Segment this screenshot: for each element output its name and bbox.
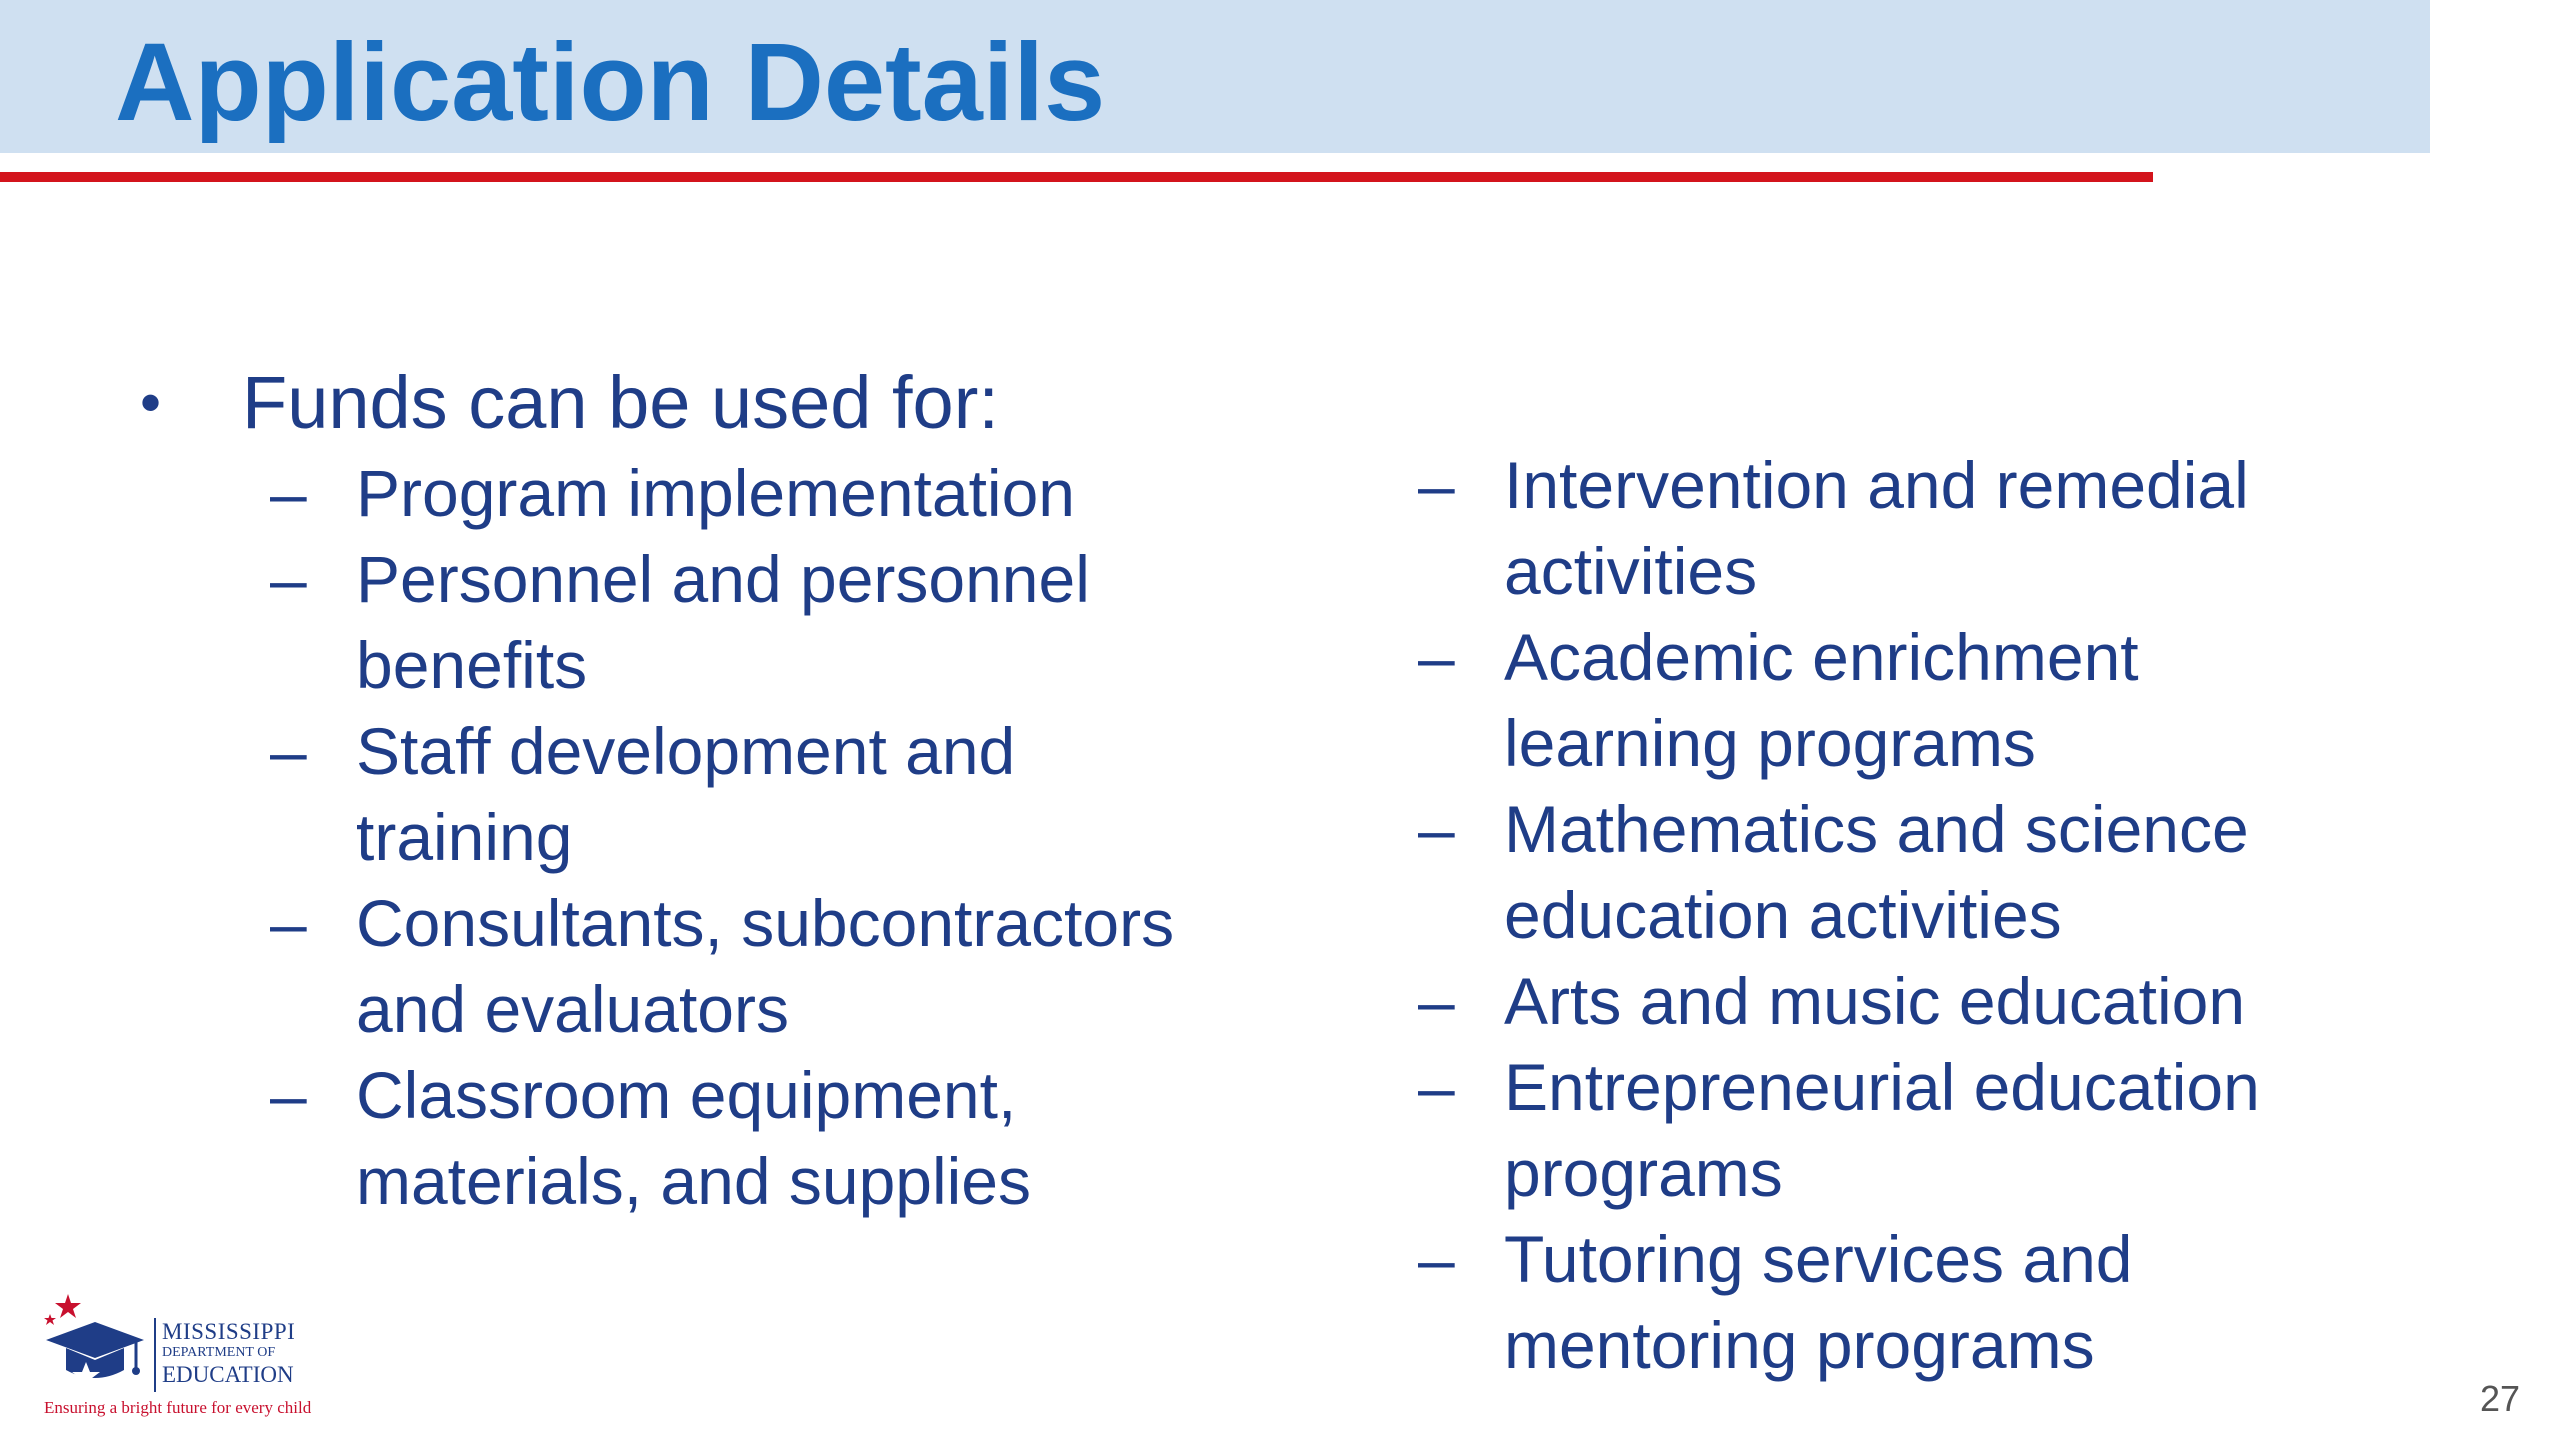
list-item-line: Classroom equipment, <box>356 1058 1017 1132</box>
dash-glyph: – <box>1418 448 1455 522</box>
list-item <box>1418 442 2438 614</box>
list-item-line: Entrepreneurial education <box>1504 1050 2260 1124</box>
list-item-line: Personnel and personnel <box>356 542 1090 616</box>
list-item <box>1418 1044 2438 1216</box>
page-number: 27 <box>2480 1378 2521 1419</box>
list-item-line: mentoring programs <box>1504 1308 2095 1382</box>
logo-line-3: EDUCATION <box>162 1362 294 1387</box>
list-item <box>270 450 1270 536</box>
title-underline-rule <box>0 172 2153 182</box>
list-item-line: benefits <box>356 628 588 702</box>
logo-line-2: DEPARTMENT OF <box>162 1345 276 1360</box>
lead-bullet <box>140 358 999 448</box>
lead-text: Funds can be used for: <box>242 361 999 444</box>
logo-wordmark <box>162 1320 295 1386</box>
slide-title: Application Details <box>115 21 1106 144</box>
list-item <box>270 1052 1270 1224</box>
list-item <box>270 708 1270 880</box>
dash-glyph: – <box>1418 792 1455 866</box>
list-item-line: Intervention and remedial <box>1504 448 2249 522</box>
dash-glyph: – <box>1418 1050 1455 1124</box>
list-item <box>1418 1216 2438 1388</box>
right-column-list <box>1418 442 2438 1388</box>
list-item-line: activities <box>1504 534 1758 608</box>
list-item <box>1418 786 2438 958</box>
dash-glyph: – <box>1418 964 1455 1038</box>
logo-divider <box>154 1318 156 1392</box>
list-item-line: and evaluators <box>356 972 789 1046</box>
logo-line-1: MISSISSIPPI <box>162 1319 296 1344</box>
list-item-line: Academic enrichment <box>1504 620 2139 694</box>
list-item-line: learning programs <box>1504 706 2036 780</box>
list-item-line: Tutoring services and <box>1504 1222 2133 1296</box>
logo-tagline: Ensuring a bright future for every child <box>44 1398 312 1417</box>
dash-glyph: – <box>270 542 307 616</box>
mde-logo <box>40 1290 330 1425</box>
list-item-line: Staff development and <box>356 714 1016 788</box>
list-item <box>270 536 1270 708</box>
list-item-line: education activities <box>1504 878 2062 952</box>
dash-glyph: – <box>270 1058 307 1132</box>
list-item-line: programs <box>1504 1136 1783 1210</box>
list-item-line: Arts and music education <box>1504 964 2246 1038</box>
graduation-cap-star-icon <box>40 1290 150 1400</box>
list-item-line: materials, and supplies <box>356 1144 1032 1218</box>
list-item <box>270 880 1270 1052</box>
list-item-line: Mathematics and science <box>1504 792 2249 866</box>
dash-glyph: – <box>270 714 307 788</box>
dash-glyph: – <box>270 886 307 960</box>
left-column-list <box>270 450 1270 1224</box>
dash-glyph: – <box>270 456 307 530</box>
dash-glyph: – <box>1418 620 1455 694</box>
list-item <box>1418 614 2438 786</box>
bullet-glyph: • <box>140 369 162 436</box>
list-item <box>1418 958 2438 1044</box>
list-item-line: training <box>356 800 573 874</box>
list-item-line: Consultants, subcontractors <box>356 886 1175 960</box>
list-item-line: Program implementation <box>356 456 1075 530</box>
dash-glyph: – <box>1418 1222 1455 1296</box>
